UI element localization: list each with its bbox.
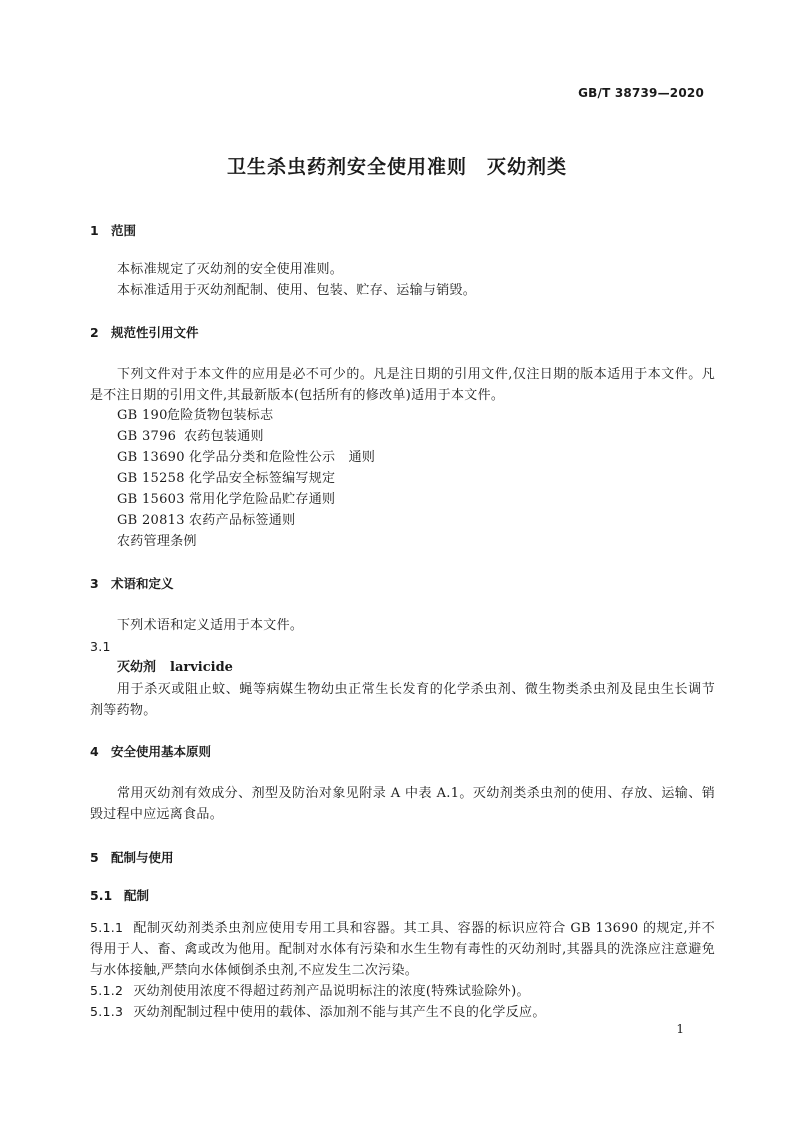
term-entry [117, 657, 233, 678]
normative-intro: 下列文件对于本文件的应用是必不可少的。凡是注日期的引用文件,仅注日期的版本适用于本文件。凡是不注日期的引用文件,其最新版本(包括所有的修改单)适用于本文件。 [90, 367, 715, 403]
clause-5-1-2 [90, 980, 715, 1002]
reference-item [117, 426, 264, 447]
reference-code: GB 190 [117, 408, 168, 423]
reference-title: 农药包装通则 [184, 429, 264, 444]
reference-title: 化学品分类和危险性公示 通则 [189, 450, 376, 465]
section-title: 安全使用基本原则 [111, 744, 212, 759]
reference-item [117, 489, 335, 510]
clause-number: 5.1.2 [90, 983, 124, 998]
clause-5-1-1 [90, 917, 715, 981]
clause-text: 灭幼剂配制过程中使用的载体、添加剂不能与其产生不良的化学反应。 [133, 1005, 546, 1020]
clause-number: 5.1.1 [90, 920, 124, 935]
subsection-5-1-heading [90, 886, 149, 904]
subsection-title: 配制 [124, 888, 150, 903]
reference-item [117, 510, 295, 531]
section-4-heading [90, 742, 211, 760]
reference-code: GB 13690 [117, 450, 185, 465]
reference-title: 农药产品标签通则 [189, 513, 296, 528]
document-title: 卫生杀虫药剂安全使用准则 灭幼剂类 [226, 156, 567, 178]
section-number: 2 [90, 325, 99, 340]
section-2-heading [90, 323, 199, 341]
term-english: larvicide [170, 660, 233, 675]
page-number: 1 [676, 1022, 684, 1036]
clause-number: 5.1.3 [90, 1004, 124, 1019]
section-title: 范围 [111, 223, 137, 238]
standard-code: GB/T 38739—2020 [578, 86, 704, 100]
section-number: 5 [90, 850, 99, 865]
principle-text: 常用灭幼剂有效成分、剂型及防治对象见附录 A 中表 A.1。灭幼剂类杀虫剂的使用、存放、运输、销毁过程中应远离食品。 [90, 786, 715, 822]
section-title: 规范性引用文件 [111, 325, 199, 340]
section-title: 术语和定义 [111, 576, 174, 591]
scope-line-1: 本标准规定了灭幼剂的安全使用准则。 [117, 262, 344, 277]
term-definition: 用于杀灭或阻止蚊、蝇等病媒生物幼虫正常生长发育的化学杀虫剂、微生物类杀虫剂及昆虫生长调节剂等药物。 [90, 682, 715, 718]
clause-text: 灭幼剂使用浓度不得超过药剂产品说明标注的浓度(特殊试验除外)。 [133, 984, 530, 999]
section-number: 1 [90, 223, 99, 238]
reference-title: 危险货物包装标志 [167, 408, 274, 423]
clause-5-1-3 [90, 1001, 715, 1023]
reference-code: GB 20813 [117, 513, 185, 528]
scope-line-2: 本标准适用于灭幼剂配制、使用、包装、贮存、运输与销毁。 [117, 283, 477, 298]
section-1-heading [90, 221, 136, 239]
reference-item: 农药管理条例 [117, 534, 197, 549]
section-3-heading [90, 574, 174, 592]
reference-item [117, 447, 375, 468]
reference-item [117, 405, 273, 426]
term-chinese: 灭幼剂 [117, 660, 157, 675]
reference-title: 常用化学危险品贮存通则 [189, 492, 336, 507]
reference-code: GB 15603 [117, 492, 185, 507]
term-number: 3.1 [90, 639, 111, 654]
section-title: 配制与使用 [111, 850, 174, 865]
reference-item [117, 468, 335, 489]
clause-text: 配制灭幼剂类杀虫剂应使用专用工具和容器。其工具、容器的标识应符合 GB 13690 的规定,并不得用于人、畜、禽或改为他用。配制对水体有污染和水生生物有毒性的灭幼剂时,其器具的洗涤应注意避免与水体接触,严禁向水体倾倒杀虫剂,不应发生二次污染。 [90, 921, 715, 978]
reference-code: GB 3796 [117, 429, 177, 444]
section-5-heading [90, 848, 174, 866]
terms-intro: 下列术语和定义适用于本文件。 [117, 618, 304, 633]
subsection-number: 5.1 [90, 888, 113, 903]
reference-code: GB 15258 [117, 471, 185, 486]
section-number: 4 [90, 744, 99, 759]
section-number: 3 [90, 576, 99, 591]
reference-title: 化学品安全标签编写规定 [189, 471, 336, 486]
